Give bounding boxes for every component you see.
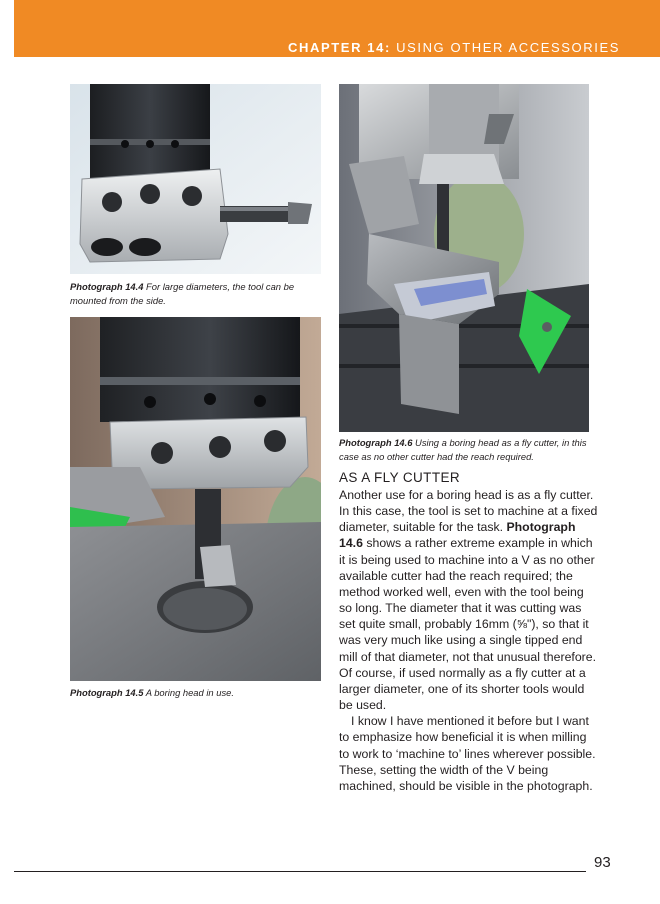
paragraph-2: I know I have mentioned it before but I want to emphasize how beneficial it is when milling to work to ‘machine to’ lines wherever possible. These, setting the width of the V being machined, should be visible in the photograph.	[339, 714, 596, 793]
caption-14-4	[70, 280, 320, 308]
paragraph-1-part-a: Another use for a boring head is as a fly cutter. In this case, the tool is set to machine at a fixed diameter, suitable for the task.	[339, 488, 598, 535]
photograph-14-5	[70, 317, 321, 681]
page-number: 93	[594, 854, 611, 871]
section-heading: AS A FLY CUTTER	[339, 470, 461, 485]
caption-14-5-text: A boring head in use.	[143, 687, 234, 698]
caption-14-5-label: Photograph 14.5	[70, 687, 144, 698]
footer-rule	[14, 871, 586, 872]
caption-14-5	[70, 686, 320, 700]
caption-14-6	[339, 436, 594, 464]
chapter-separator: :	[384, 40, 391, 55]
photograph-14-4	[70, 84, 321, 274]
chapter-title: USING OTHER ACCESSORIES	[390, 40, 620, 55]
chapter-number: CHAPTER 14	[288, 40, 385, 55]
caption-14-6-label: Photograph 14.6	[339, 437, 413, 448]
photo-14-5-illustration	[70, 317, 321, 681]
chapter-running-head	[288, 40, 620, 55]
photo-14-4-illustration	[70, 84, 321, 274]
caption-14-6-text: Using a boring head as a fly cutter, in this case as no other cutter had the reach required.	[339, 437, 587, 462]
photo-14-6-illustration	[339, 84, 589, 432]
caption-14-4-label: Photograph 14.4	[70, 281, 144, 292]
chapter-header-band	[14, 0, 660, 57]
paragraph-1-part-b: shows a rather extreme example in which it is being used to machine into a V as no other available cutter had the reach required; the method worked well, even with the tool being so long. The diameter that it was cutting was set quite small, probably 16mm (⅝"), so that it was very much like using a single tipped end mill of that diameter, not that unusual therefore. Of course, if used normally as a fly cutter at a larger diameter, one of its shorter tools would be used.	[339, 536, 597, 713]
caption-14-4-text: For large diameters, the tool can be mounted from the side.	[70, 281, 295, 306]
body-text	[339, 487, 599, 794]
paragraph-1	[339, 487, 599, 713]
photograph-reference: Photograph 14.6	[339, 520, 576, 551]
photograph-14-6	[339, 84, 589, 432]
